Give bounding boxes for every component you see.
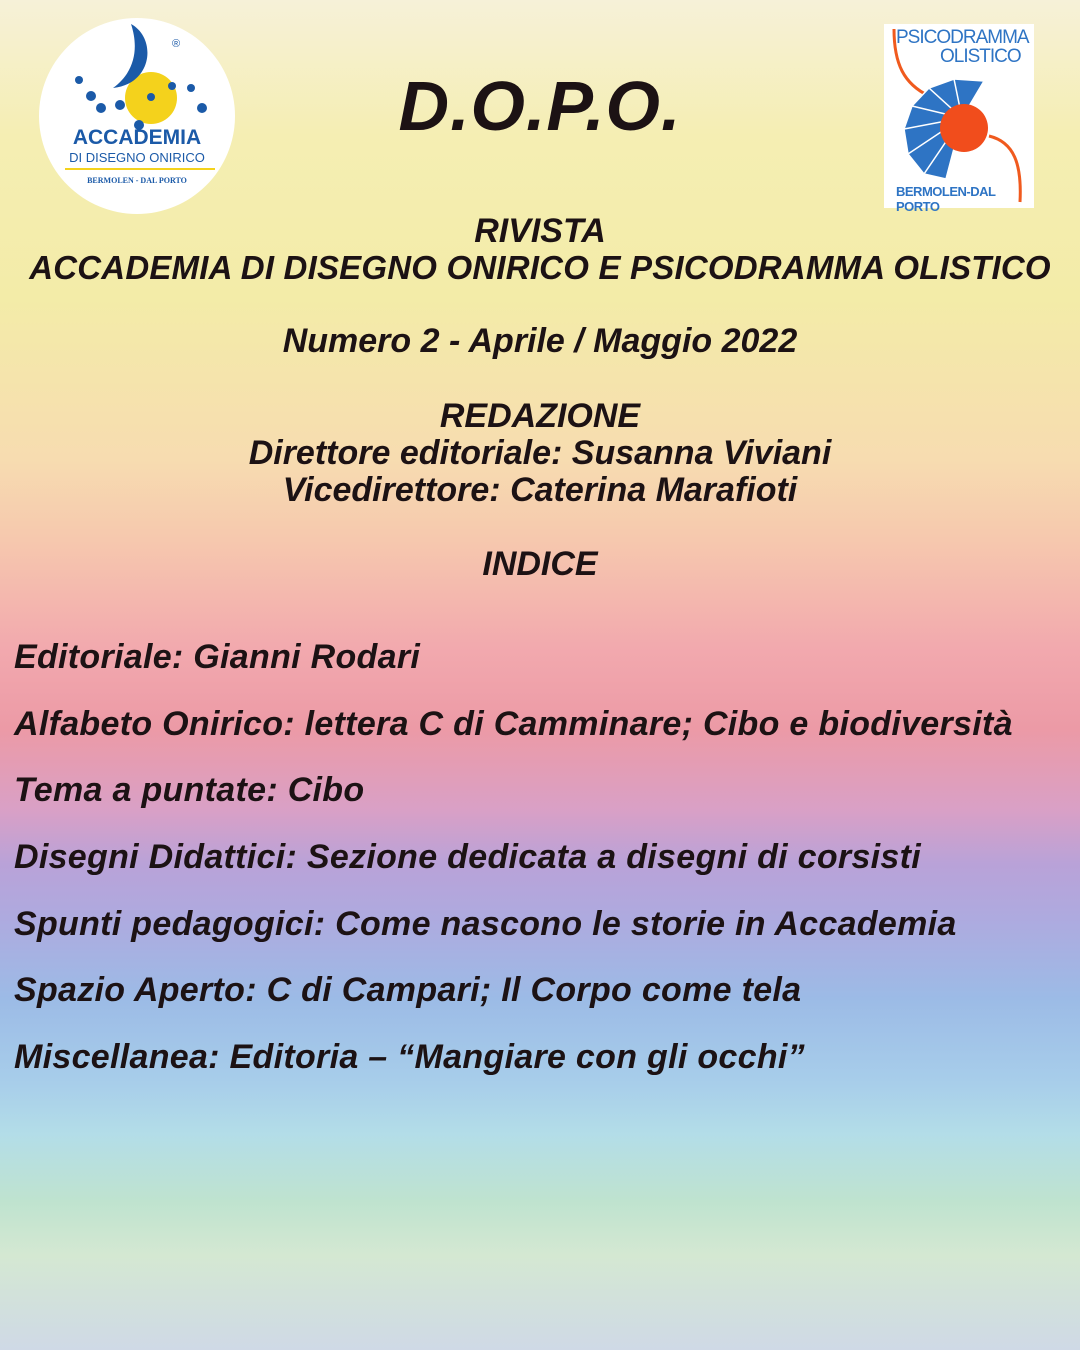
index-item: Spazio Aperto: C di Campari; Il Corpo come tela [14, 971, 802, 1009]
logo-footer: BERMOLEN - DAL PORTO [87, 176, 187, 185]
magazine-kind: RIVISTA [474, 212, 606, 250]
issue-number: Numero 2 - Aprile / Maggio 2022 [282, 322, 798, 360]
index-item: Miscellanea: Editoria – “Mangiare con gli occhi” [14, 1038, 805, 1076]
logo-line2: OLISTICO [940, 46, 1021, 67]
index-item: Alfabeto Onirico: lettera C di Camminare; Cibo e biodiversità [14, 705, 1013, 743]
index-item: Editoriale: Gianni Rodari [14, 638, 421, 676]
index-heading: INDICE [482, 545, 598, 583]
logo-name: ACCADEMIA [72, 126, 202, 149]
index-item: Spunti pedagogici: Come nascono le storie in Accademia [14, 905, 957, 943]
logo-subtitle: DI DISEGNO ONIRICO [69, 150, 205, 165]
logo-line1: PSICODRAMMA [896, 27, 1029, 48]
magazine-org: ACCADEMIA DI DISEGNO ONIRICO E PSICODRAMMA OLISTICO [29, 249, 1051, 286]
registered-mark: ® [172, 38, 181, 50]
editorial-director: Direttore editoriale: Susanna Viviani [248, 434, 832, 472]
index-item: Disegni Didattici: Sezione dedicata a disegni di corsisti [14, 838, 921, 876]
logo-footer: BERMOLEN-DAL PORTO [896, 184, 996, 214]
redazione-heading: REDAZIONE [439, 397, 641, 435]
vice-director: Vicedirettore: Caterina Marafioti [282, 471, 798, 509]
index-item: Tema a puntate: Cibo [14, 771, 365, 809]
magazine-title: D.O.P.O. [398, 67, 682, 145]
